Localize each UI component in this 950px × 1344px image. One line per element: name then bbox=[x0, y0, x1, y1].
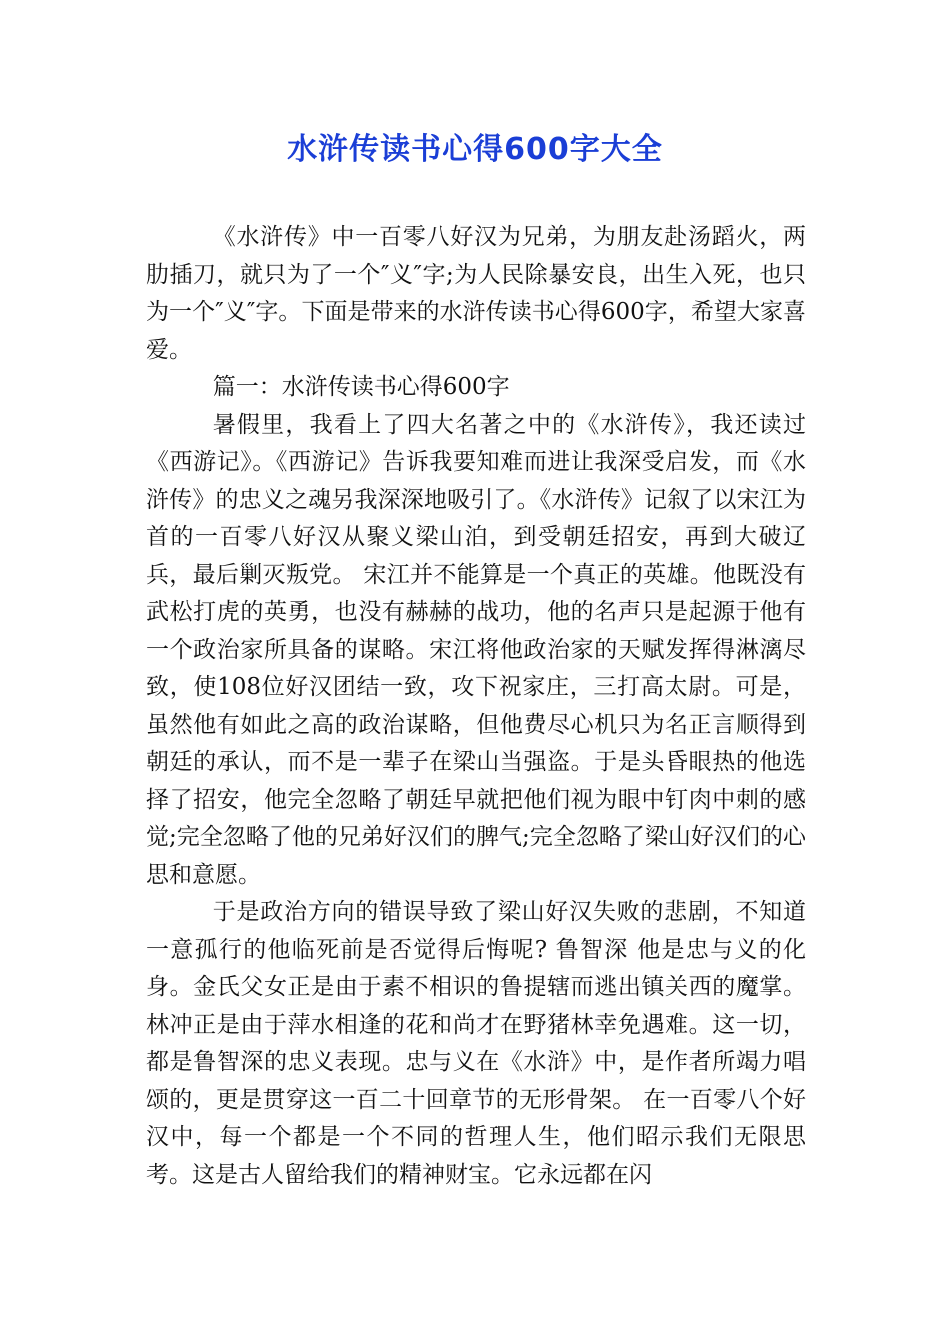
document-body bbox=[146, 219, 806, 1194]
paragraph-section-heading: 篇一：水浒传读书心得600字 bbox=[212, 374, 510, 400]
paragraph-intro: 《水浒传》中一百零八好汉为兄弟，为朋友赴汤蹈火，两肋插刀，就只为了一个″义″字;为人民除暴安良，出生入死，也只为一个″义″字。下面是带来的水浒传读书心得600字，希望大家喜爱。 bbox=[146, 224, 806, 363]
paragraph-song-jiang: 暑假里，我看上了四大名著之中的《水浒传》，我还读过《西游记》。《西游记》告诉我要知难而进让我深受启发，而《水浒传》的忠义之魂另我深深地吸引了。《水浒传》记叙了以宋江为首的一百零八好汉从聚义梁山泊，到受朝廷招安，再到大破辽兵，最后剿灭叛党。 宋江并不能算是一个真正的英雄。他既没有武松打虎的英勇，也没有赫赫的战功，他的名声只是起源于他有一个政治家所具备的谋略。宋江将他政治家的天赋发挥得淋漓尽致，使108位好汉团结一致，攻下祝家庄，三打高太尉。可是，虽然他有如此之高的政治谋略，但他费尽心机只为名正言顺得到朝廷的承认，而不是一辈子在梁山当强盗。于是头昏眼热的他选择了招安，他完全忽略了朝廷早就把他们视为眼中钉肉中刺的感觉;完全忽略了他的兄弟好汉们的脾气;完全忽略了梁山好汉们的心思和意愿。 bbox=[146, 411, 806, 888]
paragraph-lu-zhishen: 于是政治方向的错误导致了梁山好汉失败的悲剧，不知道一意孤行的他临死前是否觉得后悔呢? 鲁智深 他是忠与义的化身。金氏父女正是由于素不相识的鲁提辖而逃出镇关西的魔掌。林冲正是由于萍水相逢的花和尚才在野猪林幸免遇难。这一切，都是鲁智深的忠义表现。忠与义在《水浒》中，是作者所竭力唱颂的，更是贯穿这一百二十回章节的无形骨架。 在一百零八个好汉中，每一个都是一个不同的哲理人生，他们昭示我们无限思考。这是古人留给我们的精神财宝。它永远都在闪 bbox=[146, 899, 806, 1188]
document-title: 水浒传读书心得600字大全 bbox=[287, 132, 663, 167]
